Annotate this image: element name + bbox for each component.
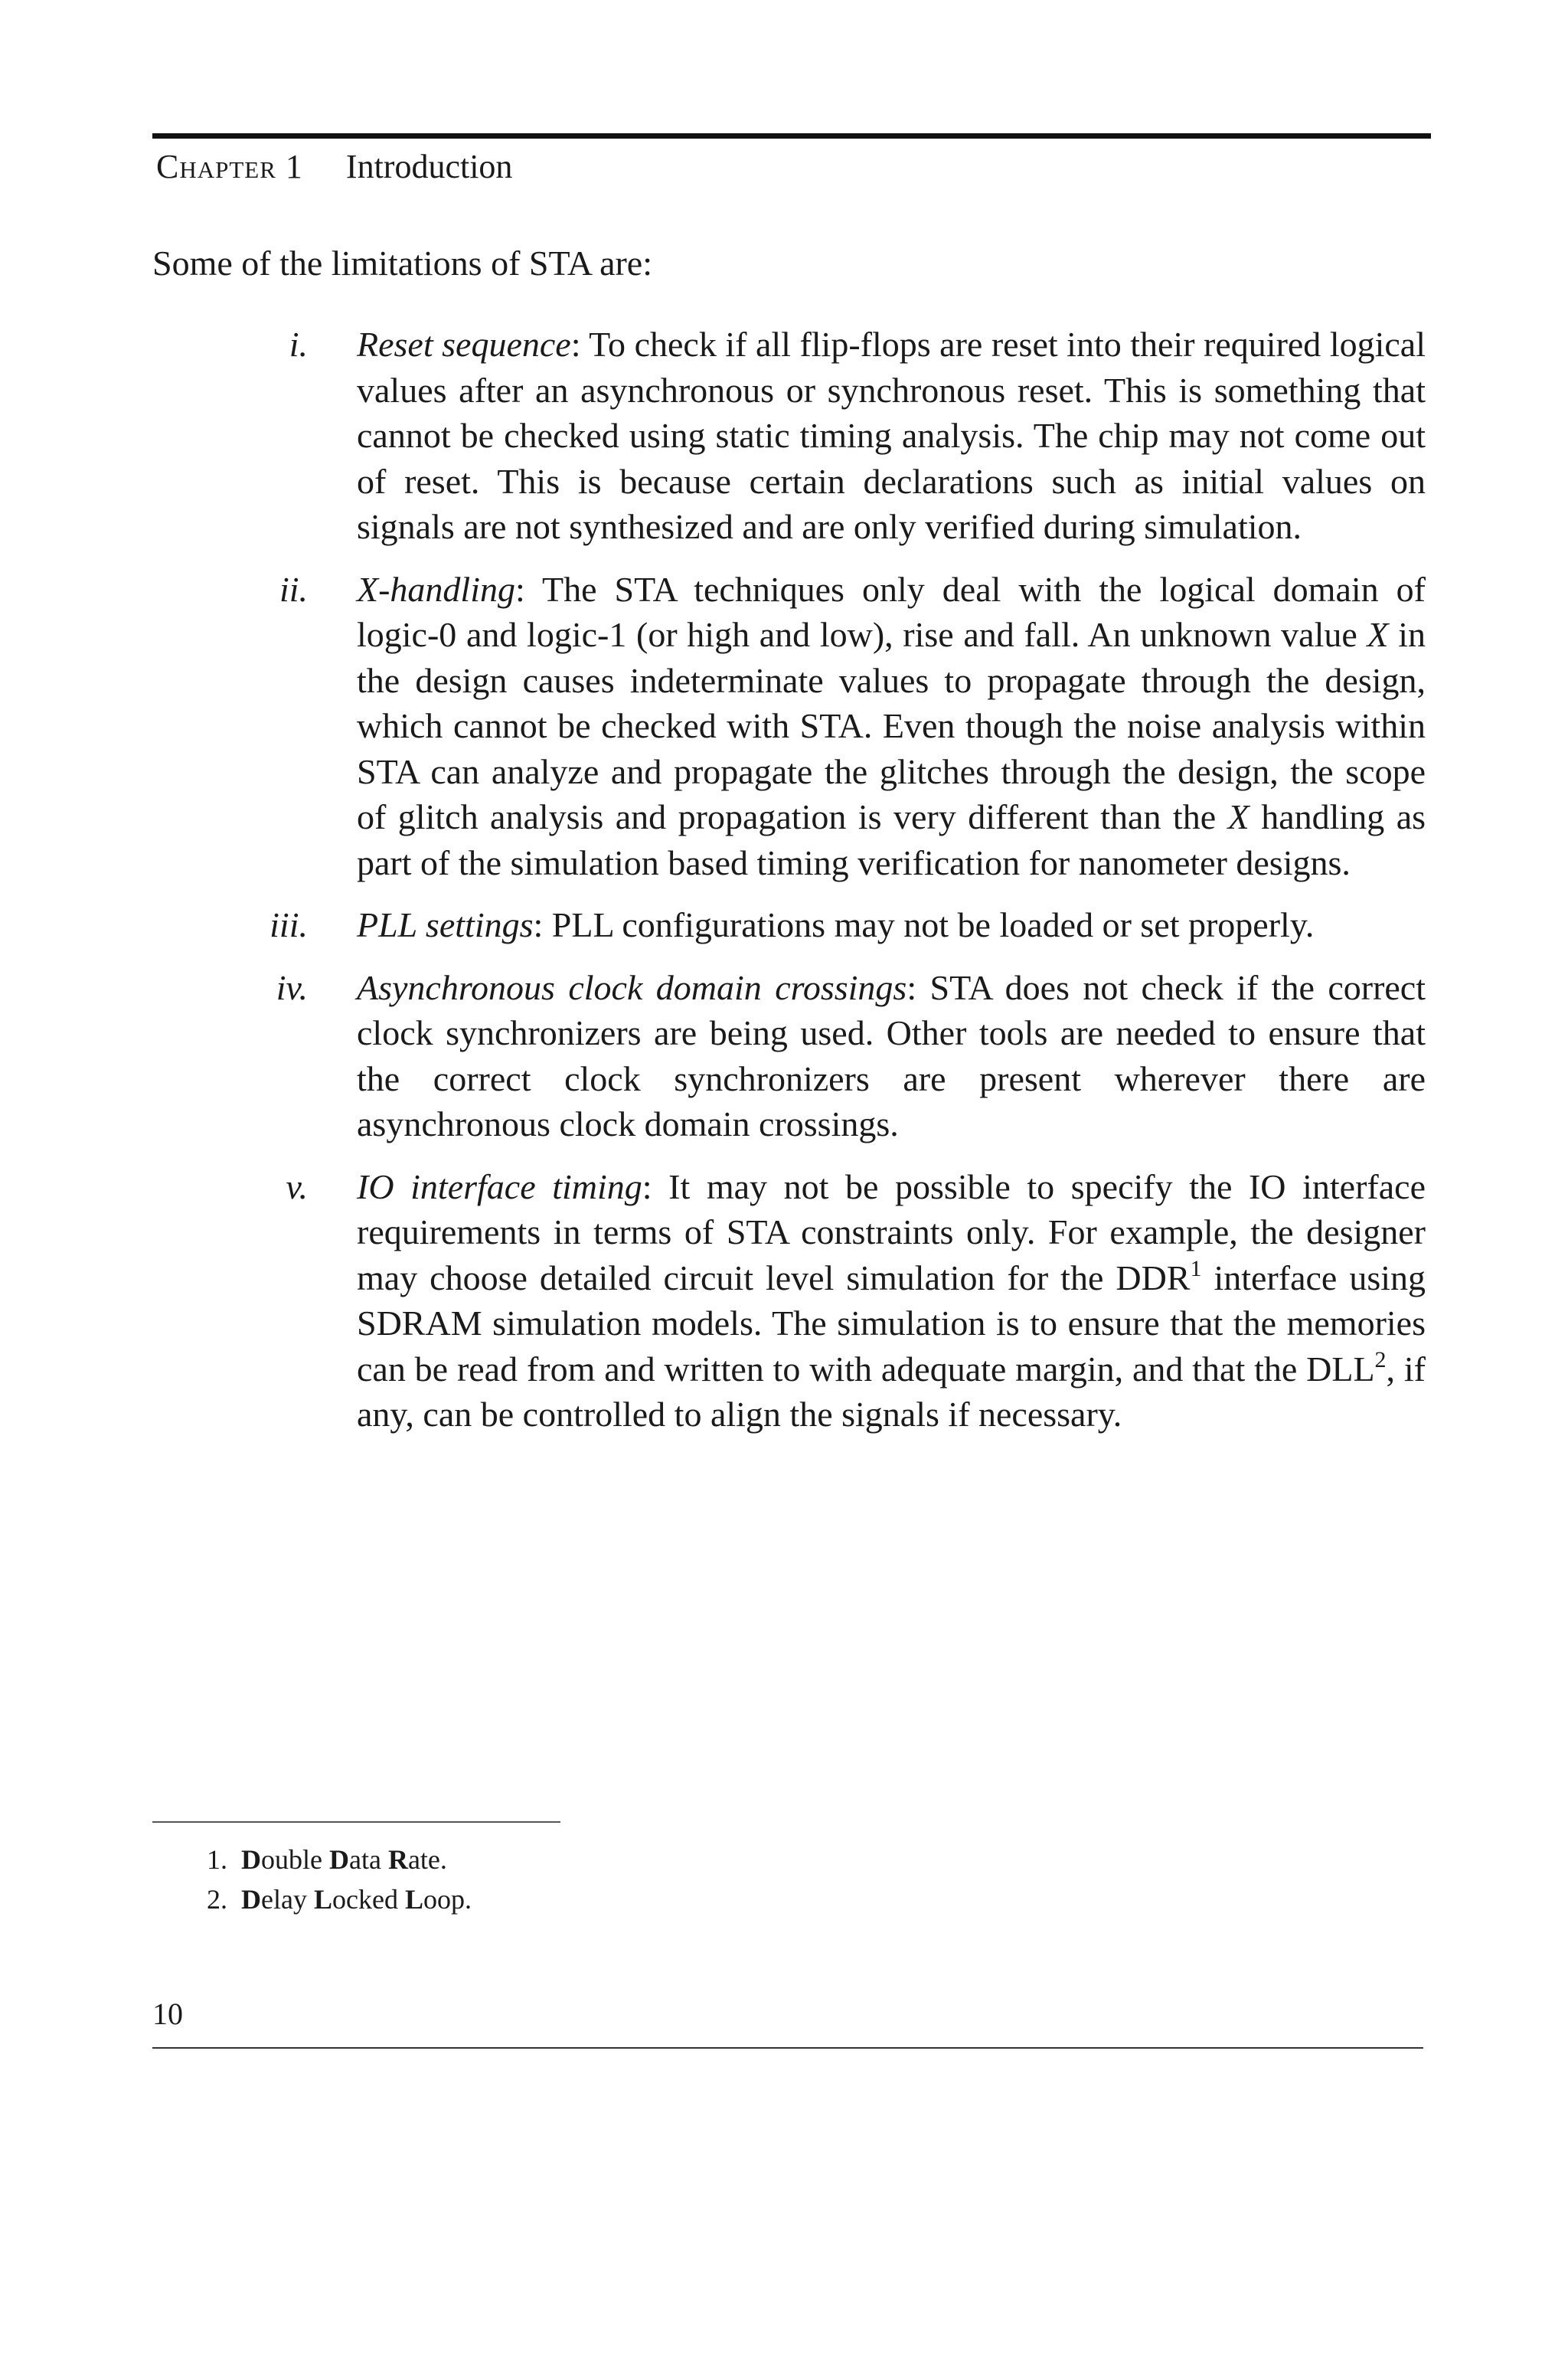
footnote-word-rest: ocked <box>332 1884 405 1915</box>
footnote-word-rest: ouble <box>261 1844 329 1875</box>
header-rule <box>152 133 1431 139</box>
item-description: : STA does not check if the correct clock synchronizers are being used. Other tools are needed to ensure that the correct clock synchronizers are present wherever there are asynchronous clock domain crossings. <box>357 967 1426 1143</box>
list-item <box>0 1164 1568 1438</box>
item-description-end: , if any, can be controlled to align the signals if necessary. <box>357 1349 1426 1434</box>
item-description: : PLL configurations may not be loaded or set properly. <box>533 905 1315 944</box>
item-term: IO interface timing <box>357 1166 642 1206</box>
item-term: X-handling <box>357 569 515 609</box>
list-item <box>0 567 1568 886</box>
item-term: PLL settings <box>357 905 534 944</box>
list-marker: iii. <box>270 905 308 944</box>
list-marker: iv. <box>276 967 308 1007</box>
footnote-initial: D <box>241 1884 261 1915</box>
footnote-initial: L <box>404 1884 423 1915</box>
footnote-number: 1. <box>207 1844 227 1875</box>
item-description-cont: interface using SDRAM simulation models. The simulation is to ensure that the memories can be read from and written to with adequate margin, and that the DLL <box>357 1258 1426 1389</box>
item-description-end: handling as part of the simulation based timing verification for nanometer designs. <box>357 797 1426 882</box>
running-head <box>156 142 512 191</box>
footnote-rule <box>152 1821 560 1823</box>
footnote-initial: R <box>387 1844 408 1875</box>
footnote-initial: D <box>328 1844 349 1875</box>
page-number: 10 <box>152 1997 183 2031</box>
footer-rule <box>152 2047 1423 2049</box>
variable-x: X <box>1227 797 1250 836</box>
list-item <box>0 322 1568 550</box>
footnote-ref[interactable]: 1 <box>1190 1255 1202 1281</box>
list-item-text <box>357 567 1426 886</box>
intro-sentence: Some of the limitations of STA are: <box>152 244 653 283</box>
list-item-text <box>357 902 1426 948</box>
footnote-word-rest: ata <box>348 1844 388 1875</box>
footnote-word-rest: oop. <box>423 1884 472 1915</box>
item-description-cont: in the design causes indeterminate values to propagate through the design, which cannot be checked with STA. Even though the noise analysis within STA can analyze and propagate the glitches through the design, the scope of glitch analysis and propagation is very different than the <box>357 615 1426 836</box>
list-item <box>0 965 1568 1147</box>
list-marker: ii. <box>279 569 308 609</box>
list-item-text <box>357 322 1426 550</box>
footnote-number: 2. <box>207 1884 227 1915</box>
footnote-initial: D <box>241 1844 261 1875</box>
chapter-title: Introduction <box>345 148 513 185</box>
footnote-initial: L <box>313 1884 332 1915</box>
footnote <box>207 1879 472 1919</box>
item-description: : The STA techniques only deal with the logical domain of logic-0 and logic-1 (or high and low), rise and fall. An unknown value <box>357 569 1426 654</box>
footnotes <box>207 1840 472 1919</box>
chapter-label: Chapter 1 <box>156 148 303 185</box>
limitations-list <box>0 322 1568 1454</box>
item-description: : It may not be possible to specify the IO interface requirements in terms of STA constraints only. For example, the designer may choose detailed circuit level simulation for the DDR <box>357 1166 1426 1297</box>
footnote-ref[interactable]: 2 <box>1374 1346 1387 1372</box>
list-item-text <box>357 965 1426 1147</box>
item-term: Asynchronous clock domain crossings <box>357 967 907 1007</box>
list-item-text <box>357 1164 1426 1438</box>
list-marker: v. <box>286 1166 308 1206</box>
list-item <box>0 902 1568 948</box>
item-term: Reset sequence <box>357 325 571 364</box>
footnote-word-rest: ate. <box>407 1844 447 1875</box>
footnote <box>207 1840 472 1879</box>
footnote-word-rest: elay <box>261 1884 314 1915</box>
item-description: : To check if all flip-flops are reset into their required logical values after an asynchronous or synchronous reset. This is something that cannot be checked using static timing analysis. The chip may not come out of reset. This is because certain declarations such as initial values on signals are not synthesized and are only verified during simulation. <box>357 325 1426 546</box>
variable-x: X <box>1367 615 1389 654</box>
list-marker: i. <box>289 325 308 364</box>
